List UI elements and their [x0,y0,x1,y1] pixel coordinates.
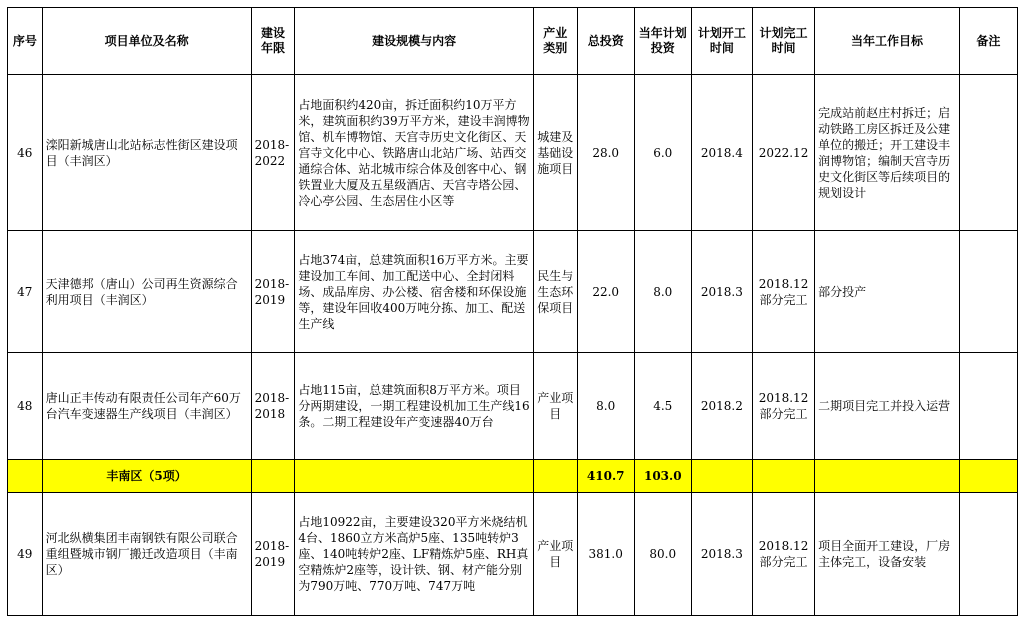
subtotal-period [251,460,295,493]
row-remark [959,231,1017,353]
table-row [8,353,1018,460]
header-category: 产业类别 [533,8,577,75]
subtotal-total: 410.7 [577,460,634,493]
row-name: 滦阳新城唐山北站标志性街区建设项目（丰润区） [42,75,251,231]
row-start: 2018.4 [691,75,752,231]
table-row [8,75,1018,231]
row-total: 28.0 [577,75,634,231]
row-annual: 8.0 [634,231,691,353]
header-remark: 备注 [959,8,1017,75]
header-total: 总投资 [577,8,634,75]
header-name: 项目单位及名称 [42,8,251,75]
row-period: 2018-2019 [251,231,295,353]
header-row [8,8,1018,75]
header-goal: 当年工作目标 [815,8,960,75]
row-name: 河北纵横集团丰南钢铁有限公司联合重组暨城市钢厂搬迁改造项目（丰南区） [42,493,251,616]
row-start: 2018.3 [691,231,752,353]
subtotal-category [533,460,577,493]
row-seq: 46 [8,75,43,231]
row-name: 天津德邦（唐山）公司再生资源综合利用项目（丰润区） [42,231,251,353]
header-finish: 计划完工时间 [752,8,814,75]
row-remark [959,75,1017,231]
table-row [8,231,1018,353]
header-scope: 建设规模与内容 [295,8,533,75]
row-category: 产业项目 [533,353,577,460]
row-seq: 49 [8,493,43,616]
row-annual: 4.5 [634,353,691,460]
row-scope: 占地374亩，总建筑面积16万平方米。主要建设加工车间、加工配送中心、全封闭料场、成品库房、办公楼、宿舍楼和环保设施等，建设年回收400万吨分拣、加工、配送生产线 [295,231,533,353]
row-finish: 2018.12部分完工 [752,231,814,353]
subtotal-name: 丰南区（5项） [42,460,251,493]
table-row [8,493,1018,616]
row-annual: 6.0 [634,75,691,231]
row-total: 22.0 [577,231,634,353]
row-scope: 占地面积约420亩，拆迁面积约10万平方米，建筑面积约39万平方米，建设丰润博物馆、机车博物馆、天宫寺历史文化街区、天宫寺文化中心、铁路唐山北站广场、站西交通综合体、站北城市综合体及创客中心、钢铁置业大厦及五星级酒店、天宫寺塔公园、冷心亭公园、生态居住小区等 [295,75,533,231]
row-annual: 80.0 [634,493,691,616]
project-table [7,7,1018,616]
header-start: 计划开工时间 [691,8,752,75]
subtotal-goal [815,460,960,493]
row-scope: 占地10922亩，主要建设320平方米烧结机4台、1860立方米高炉5座、135吨转炉3座、140吨转炉2座、LF精炼炉5座、RH真空精炼炉2座等，设计铁、钢、材产能分别为790万吨、770万吨、747万吨 [295,493,533,616]
row-finish: 2018.12部分完工 [752,353,814,460]
row-name: 唐山正丰传动有限责任公司年产60万台汽车变速器生产线项目（丰润区） [42,353,251,460]
row-seq: 47 [8,231,43,353]
subtotal-finish [752,460,814,493]
row-period: 2018-2018 [251,353,295,460]
subtotal-scope [295,460,533,493]
row-period: 2018-2022 [251,75,295,231]
row-remark [959,353,1017,460]
subtotal-row [8,460,1018,493]
subtotal-start [691,460,752,493]
row-total: 381.0 [577,493,634,616]
row-category: 产业项目 [533,493,577,616]
header-period: 建设年限 [251,8,295,75]
row-scope: 占地115亩，总建筑面积8万平方米。项目分两期建设，一期工程建设机加工生产线16条。二期工程建设年产变速器40万台 [295,353,533,460]
subtotal-annual: 103.0 [634,460,691,493]
row-total: 8.0 [577,353,634,460]
row-goal: 项目全面开工建设，厂房主体完工，设备安装 [815,493,960,616]
row-goal: 部分投产 [815,231,960,353]
row-seq: 48 [8,353,43,460]
subtotal-remark [959,460,1017,493]
row-goal: 二期项目完工并投入运营 [815,353,960,460]
header-annual: 当年计划投资 [634,8,691,75]
row-remark [959,493,1017,616]
row-finish: 2018.12部分完工 [752,493,814,616]
subtotal-seq [8,460,43,493]
row-start: 2018.2 [691,353,752,460]
row-start: 2018.3 [691,493,752,616]
row-category: 民生与生态环保项目 [533,231,577,353]
header-seq: 序号 [8,8,43,75]
row-category: 城建及基础设施项目 [533,75,577,231]
row-goal: 完成站前赵庄村拆迁；启动铁路工房区拆迁及公建单位的搬迁；开工建设丰润博物馆；编制天宫寺历史文化街区等后续项目的规划设计 [815,75,960,231]
row-period: 2018-2019 [251,493,295,616]
row-finish: 2022.12 [752,75,814,231]
